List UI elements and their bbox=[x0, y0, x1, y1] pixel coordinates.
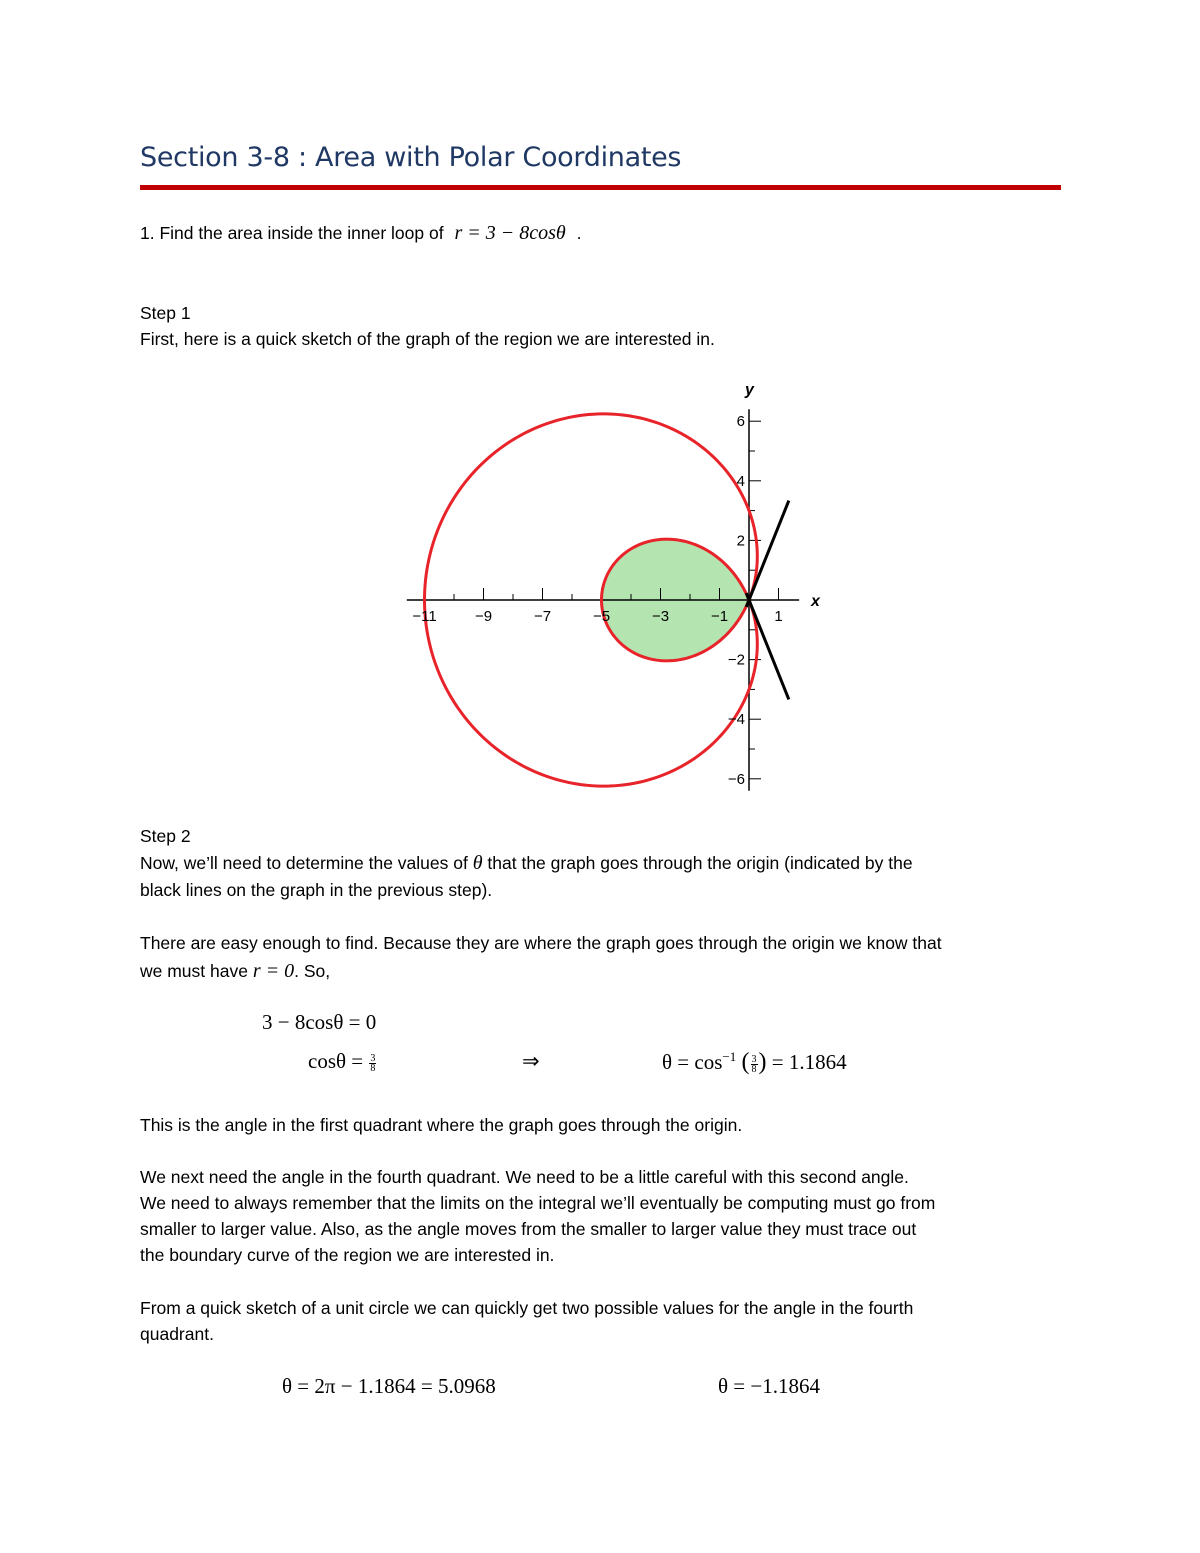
x-tick-label: −5 bbox=[592, 608, 611, 625]
step2-line1-a: Now, we’ll need to determine the values of bbox=[140, 853, 468, 873]
y-tick-label: −6 bbox=[727, 770, 745, 788]
fraction-3-8-b bbox=[751, 1055, 758, 1074]
final-equation-right: θ = −1.1864 bbox=[718, 1374, 820, 1398]
tangent-line-upper bbox=[746, 501, 789, 607]
step1-label: Step 1 bbox=[140, 303, 191, 323]
x-tick-label: −11 bbox=[412, 608, 437, 625]
step2-label: Step 2 bbox=[140, 826, 191, 846]
para2-line2-a: we must have bbox=[140, 961, 248, 981]
frac-num-b: 3 bbox=[751, 1053, 757, 1065]
x-tick-label: −9 bbox=[474, 608, 493, 625]
y-tick-label: 6 bbox=[736, 413, 745, 431]
cos-theta-eq: cosθ = bbox=[308, 1049, 364, 1073]
y-tick-label: −2 bbox=[727, 651, 745, 669]
para5-line2: quadrant. bbox=[140, 1324, 214, 1344]
para2-equation: r = 0 bbox=[252, 960, 295, 982]
equation-2-left bbox=[308, 1049, 377, 1074]
y-tick-label: 4 bbox=[736, 472, 745, 490]
para2-line2 bbox=[140, 958, 1070, 984]
y-tick-label: −4 bbox=[727, 711, 745, 729]
frac-num: 3 bbox=[370, 1052, 376, 1064]
para4-line4: the boundary curve of the region we are interested in. bbox=[140, 1245, 555, 1265]
title-divider bbox=[140, 185, 1061, 190]
x-tick-label: −3 bbox=[651, 608, 670, 625]
para3: This is the angle in the first quadrant where the graph goes through the origin. bbox=[140, 1115, 743, 1135]
para4-line1: We next need the angle in the fourth quadrant. We need to be a little careful with this second angle. bbox=[140, 1167, 909, 1187]
problem-equation: r = 3 − 8cosθ bbox=[454, 222, 566, 244]
step2-line1-b: that the graph goes through the origin (indicated by the bbox=[487, 853, 913, 873]
para5-line1: From a quick sketch of a unit circle we can quickly get two possible values for the angle in the fourth bbox=[140, 1298, 914, 1318]
polar-graph bbox=[0, 375, 1200, 825]
problem-number: 1. bbox=[140, 223, 155, 243]
section-title: Section 3-8 : Area with Polar Coordinates bbox=[140, 142, 682, 173]
x-axis-label: x bbox=[810, 593, 820, 610]
problem-text: Find the area inside the inner loop of bbox=[159, 223, 444, 243]
theta-arccos: θ = cos bbox=[662, 1050, 723, 1074]
para2-line2-b: . So, bbox=[294, 961, 331, 981]
theta-value: = 1.1864 bbox=[771, 1050, 847, 1074]
problem-statement bbox=[140, 220, 1070, 246]
fraction-3-8 bbox=[369, 1054, 376, 1073]
frac-den: 8 bbox=[370, 1062, 376, 1074]
x-tick-label: 1 bbox=[774, 608, 783, 625]
step2-line1 bbox=[140, 850, 1070, 876]
x-tick-label: −7 bbox=[533, 608, 552, 625]
equation-1: 3 − 8cosθ = 0 bbox=[262, 1010, 377, 1034]
equation-2-right: $\theta = \cos^{-1}$ ( $\frac{3}{8}$ ) = 1.1864 bbox=[662, 1049, 847, 1075]
theta-symbol: θ bbox=[472, 852, 483, 874]
inverse-sup: −1 bbox=[722, 1049, 737, 1064]
x-tick-label: −1 bbox=[710, 608, 729, 625]
step2-line2: black lines on the graph in the previous step). bbox=[140, 880, 493, 900]
y-tick-label: 2 bbox=[736, 532, 745, 550]
y-axis-label: y bbox=[745, 381, 754, 399]
para4-line2: We need to always remember that the limits on the integral we’ll eventually be computing must go from bbox=[140, 1193, 936, 1213]
frac-den-b: 8 bbox=[751, 1063, 757, 1075]
para2-line1: There are easy enough to find. Because they are where the graph goes through the origin we know that bbox=[140, 933, 942, 953]
problem-end: . bbox=[576, 223, 582, 243]
step1-text: First, here is a quick sketch of the graph of the region we are interested in. bbox=[140, 329, 715, 349]
para4-line3: smaller to larger value. Also, as the angle moves from the smaller to larger value they must trace out bbox=[140, 1219, 917, 1239]
final-equation-left: θ = 2π − 1.1864 = 5.0968 bbox=[282, 1374, 496, 1398]
implies-symbol: ⇒ bbox=[522, 1049, 540, 1073]
